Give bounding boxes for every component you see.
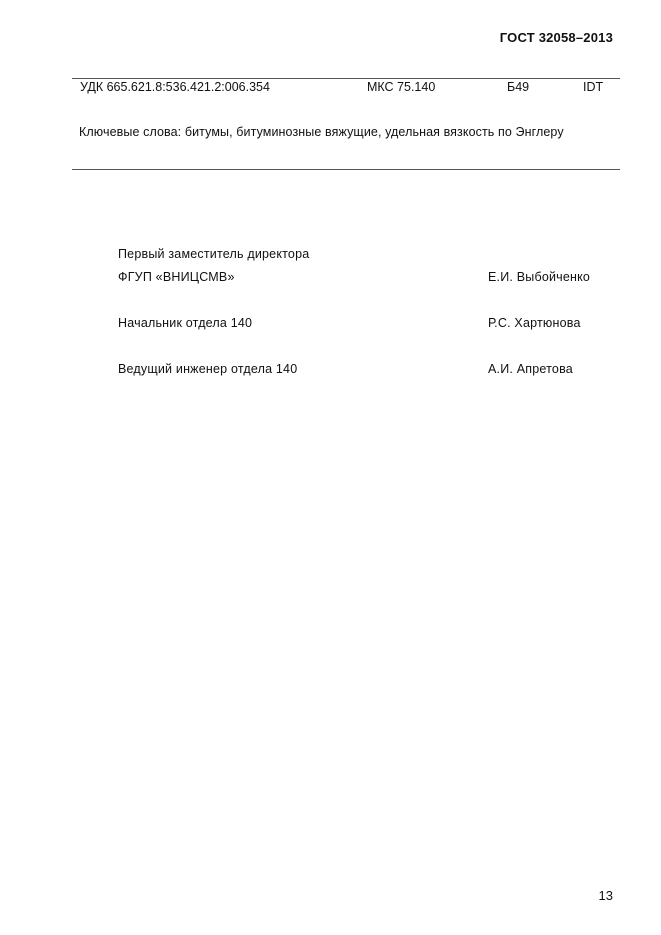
bottom-divider — [72, 169, 620, 170]
group-code: Б49 — [507, 80, 530, 94]
signatory-name: Е.И. Выбойченко — [488, 270, 591, 284]
signatory-position: Ведущий инженер отдела 140 — [118, 362, 298, 376]
signatory-position: Первый заместитель директора — [118, 247, 310, 261]
page-number: 13 — [598, 888, 613, 903]
signatory-position: Начальник отдела 140 — [118, 316, 253, 330]
signatory-name: Р.С. Хартюнова — [488, 316, 581, 330]
signatory-organization: ФГУП «ВНИЦСМВ» — [118, 270, 235, 284]
mks-code: МКС 75.140 — [367, 80, 436, 94]
top-divider — [72, 78, 620, 79]
keywords-line: Ключевые слова: битумы, битуминозные вяжущие, удельная вязкость по Энглеру — [79, 125, 564, 139]
standard-code: ГОСТ 32058–2013 — [499, 30, 613, 45]
udk-code: УДК 665.621.8:536.421.2:006.354 — [80, 80, 270, 94]
equivalence-code: IDT — [583, 80, 604, 94]
signatory-name: А.И. Апретова — [488, 362, 573, 376]
